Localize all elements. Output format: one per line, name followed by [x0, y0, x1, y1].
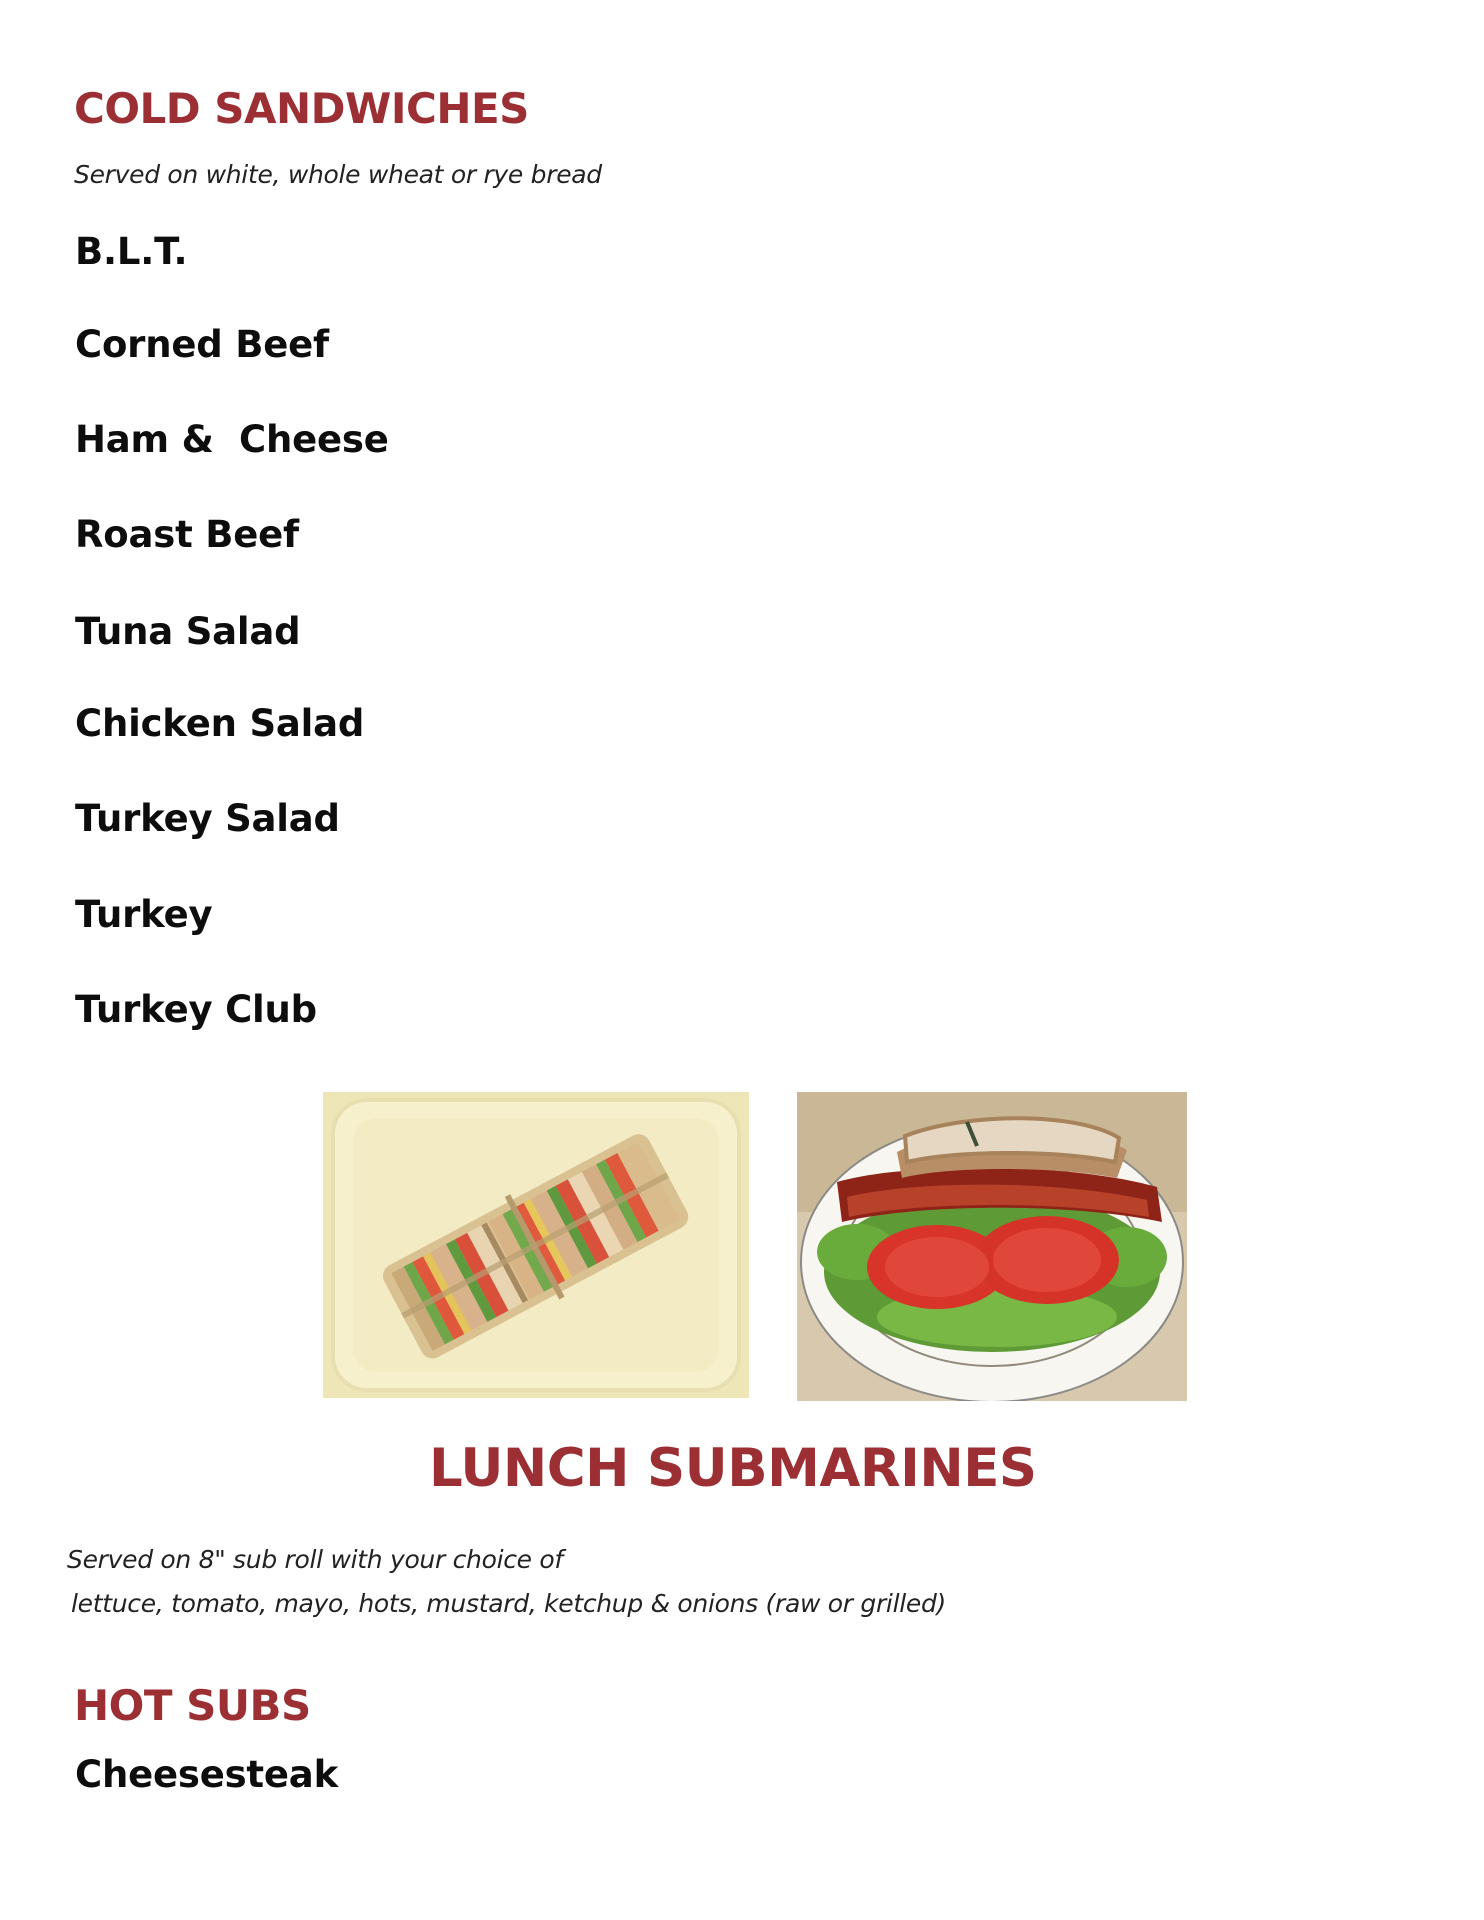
cold-sandwiches-bread-note: Served on white, whole wheat or rye bread: [74, 160, 602, 189]
menu-item: Chicken Salad: [75, 702, 365, 745]
lunch-submarines-note-line1: Served on 8" sub roll with your choice of: [67, 1545, 563, 1574]
menu-item: B.L.T.: [75, 230, 188, 273]
lunch-submarines-heading: LUNCH SUBMARINES: [429, 1438, 1037, 1499]
menu-item: Turkey Club: [75, 988, 317, 1031]
menu-item: Corned Beef: [75, 323, 329, 366]
lunch-submarines-note-line2: lettuce, tomato, mayo, hots, mustard, ketchup & onions (raw or grilled): [71, 1589, 946, 1618]
menu-item: Ham & Cheese: [75, 418, 389, 461]
hot-subs-heading: HOT SUBS: [74, 1681, 311, 1730]
club-sandwich-photo: [323, 1092, 749, 1398]
cold-sandwiches-heading: COLD SANDWICHES: [74, 84, 529, 133]
menu-item: Tuna Salad: [75, 610, 301, 653]
menu-item: Cheesesteak: [75, 1753, 338, 1796]
blt-sandwich-photo: [797, 1092, 1187, 1401]
menu-item: Roast Beef: [75, 513, 299, 556]
menu-item: Turkey Salad: [75, 797, 340, 840]
menu-item: Turkey: [75, 893, 213, 936]
